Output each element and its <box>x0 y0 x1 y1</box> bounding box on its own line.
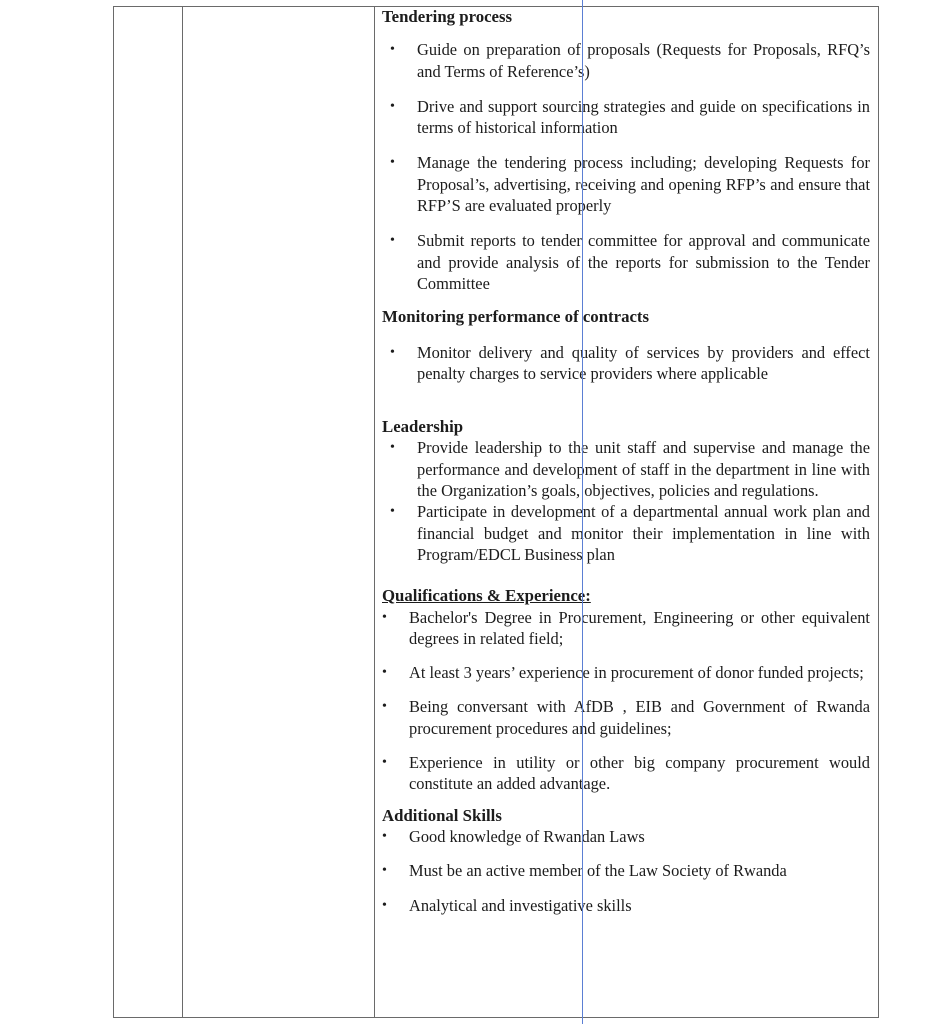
list-item: • Drive and support sourcing strategies and guide on specifications in terms of historical information <box>390 96 870 138</box>
list-item: • Provide leadership to the unit staff and supervise and manage the performance and development of staff in the department in line with the Organization’s goals, objectives, policies and regulations. <box>390 438 870 501</box>
leadership-list <box>382 437 870 565</box>
list-item: • Being conversant with AfDB , EIB and Government of Rwanda procurement procedures and guidelines; <box>382 697 870 738</box>
bullet-icon: • <box>390 98 395 114</box>
section-heading-tendering: Tendering process <box>382 7 513 26</box>
bullet-icon: • <box>390 42 395 58</box>
list-item: • Must be an active member of the Law Society of Rwanda <box>382 861 787 881</box>
list-item: • Monitor delivery and quality of services by providers and effect penalty charges to service providers where applicable <box>390 342 870 383</box>
bullet-icon: • <box>382 828 387 844</box>
bullet-icon: • <box>382 665 387 681</box>
qualifications-list <box>382 607 870 795</box>
list-item: • Participate in development of a departmental annual work plan and financial budget and monitor their implementation in line with Program/EDCL Business plan <box>390 502 870 564</box>
list-item: • Good knowledge of Rwandan Laws <box>382 826 645 846</box>
bullet-icon: • <box>382 755 387 771</box>
section-heading-additional-skills: Additional Skills <box>382 805 502 825</box>
bullet-icon: • <box>390 155 395 171</box>
list-item: • At least 3 years’ experience in procurement of donor funded projects; <box>382 663 864 683</box>
list-item: • Bachelor's Degree in Procurement, Engineering or other equivalent degrees in related field; <box>382 607 870 648</box>
tendering-list <box>382 39 870 294</box>
bullet-icon: • <box>390 440 395 456</box>
list-item: • Manage the tendering process including; developing Requests for Proposal’s, advertising, receiving and opening RFP’s and ensure that RFP’S are evaluated properly <box>390 153 870 216</box>
list-item: • Analytical and investigative skills <box>382 895 632 915</box>
bullet-icon: • <box>390 504 395 520</box>
bullet-icon: • <box>382 609 387 625</box>
list-item: • Submit reports to tender committee for approval and communicate and provide analysis of the reports for submission to the Tender Committee <box>390 231 870 293</box>
table-column-divider <box>182 6 183 1018</box>
section-heading-monitoring: Monitoring performance of contracts <box>382 307 650 327</box>
section-heading-qualifications: Qualifications & Experience: <box>382 586 591 606</box>
bullet-icon: • <box>382 699 387 715</box>
job-description-cell <box>382 6 870 916</box>
section-heading-leadership: Leadership <box>382 417 464 437</box>
table-column-divider <box>374 6 375 1018</box>
bullet-icon: • <box>382 863 387 879</box>
monitoring-list <box>382 342 870 385</box>
bullet-icon: • <box>390 344 395 360</box>
list-item: • Guide on preparation of proposals (Requests for Proposals, RFQ’s and Terms of Reference’s) <box>390 40 870 81</box>
vertical-guide-line <box>582 0 583 1024</box>
bullet-icon: • <box>382 897 387 913</box>
additional-skills-list <box>382 826 870 916</box>
bullet-icon: • <box>390 233 395 249</box>
list-item: • Experience in utility or other big company procurement would constitute an added advantage. <box>382 753 870 794</box>
